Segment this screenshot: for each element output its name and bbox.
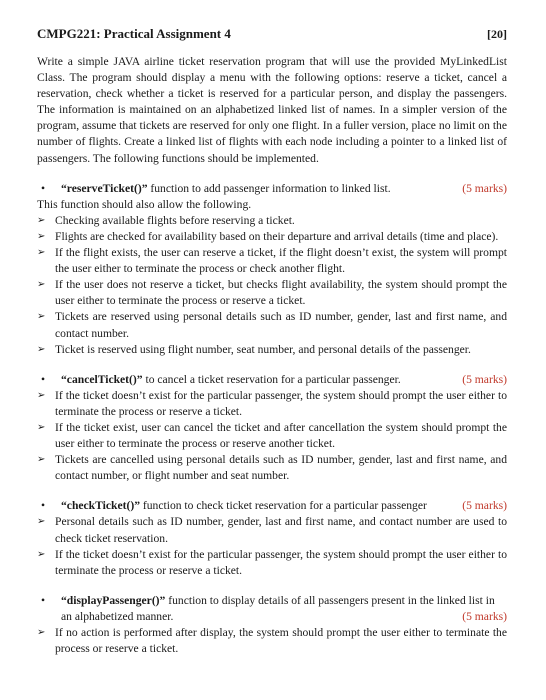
header [37, 26, 507, 42]
section-cancel-ticket [37, 372, 507, 485]
function-heading [37, 372, 507, 388]
marks-label: (5 marks) [462, 181, 507, 195]
function-heading [37, 181, 507, 197]
arrow-bullet-icon: ➢ [37, 279, 46, 291]
requirement-list [37, 388, 507, 485]
list-item: ➢ If the ticket exist, user can cancel the ticket and after cancellation the system should prompt the user either to terminate the process or reserve another ticket. [37, 420, 507, 452]
function-heading [37, 593, 507, 625]
marks-label: (5 marks) [462, 499, 507, 513]
function-name: “checkTicket()” [61, 499, 140, 513]
function-name: “displayPassenger()” [61, 593, 166, 607]
bullet-icon: • [41, 181, 46, 195]
arrow-bullet-icon: ➢ [37, 548, 46, 560]
list-item: ➢ Flights are checked for availability based on their departure and arrival details (time and place). [37, 229, 507, 245]
list-item: ➢ If the flight exists, the user can reserve a ticket, if the flight doesn’t exist, the system will prompt the user either to terminate the process or check another flight. [37, 245, 507, 277]
requirement-list [37, 514, 507, 578]
requirement-list [37, 625, 507, 657]
arrow-bullet-icon: ➢ [37, 454, 46, 466]
section-display-passenger [37, 593, 507, 657]
list-item: ➢ Tickets are cancelled using personal details such as ID number, gender, last and first name, and contact number, or flight number and seat number. [37, 452, 507, 484]
arrow-bullet-icon: ➢ [37, 214, 46, 226]
bullet-icon: • [41, 372, 46, 386]
function-description: to cancel a ticket reservation for a particular passenger. [142, 372, 401, 386]
list-item: ➢ Tickets are reserved using personal details such as ID number, gender, last and first name, and contact number. [37, 309, 507, 341]
arrow-bullet-icon: ➢ [37, 421, 46, 433]
intro-paragraph: Write a simple JAVA airline ticket reservation program that will use the provided MyLinkedList Class. The program should display a menu with the following options: reserve a ticket, cancel a reservation, check whether a ticket is reserved for a particular person, and display the passengers. The information is maintained on an alphabetized linked list of names. In a simpler version of the program, assume that tickets are reserved for only one flight. In a fuller version, place no limit on the number of flights. Create a linked list of flights with each node including a pointer to a linked list of passengers. The following functions should be implemented. [37, 55, 507, 165]
list-item: ➢ If the user does not reserve a ticket, but checks flight availability, the system should prompt the user either to terminate the process or reserve a ticket. [37, 277, 507, 309]
arrow-bullet-icon: ➢ [37, 247, 46, 259]
arrow-bullet-icon: ➢ [37, 230, 46, 242]
function-description: function to add passenger information to linked list. [147, 181, 391, 195]
section-note: This function should also allow the following. [37, 197, 252, 211]
list-item: ➢ If the ticket doesn’t exist for the particular passenger, the system should prompt the user either to terminate the process or reserve a ticket. [37, 388, 507, 420]
marks-label: (5 marks) [462, 372, 507, 386]
list-item: ➢ Ticket is reserved using flight number, seat number, and personal details of the passenger. [37, 342, 507, 358]
list-item: ➢ If the ticket doesn’t exist for the particular passenger, the system should prompt the user either to terminate the process or reserve a ticket. [37, 547, 507, 579]
function-description: function to check ticket reservation for a particular passenger [140, 499, 427, 513]
list-item: ➢ Personal details such as ID number, gender, last and first name, and contact number are used to check ticket reservation. [37, 514, 507, 546]
marks-label: (5 marks) [462, 609, 507, 623]
function-description: function to display details of all passengers present in the linked list in an alphabetized manner. [61, 593, 495, 623]
function-heading [37, 498, 507, 514]
list-item: ➢ If no action is performed after display, the system should prompt the user either to terminate the process or reserve a ticket. [37, 625, 507, 657]
function-name: “reserveTicket()” [61, 181, 148, 195]
page-title: CMPG221: Practical Assignment 4 [37, 26, 231, 41]
section-check-ticket [37, 498, 507, 578]
total-marks: [20] [487, 27, 507, 41]
arrow-bullet-icon: ➢ [37, 627, 46, 638]
list-item: ➢ Checking available flights before reserving a ticket. [37, 213, 507, 229]
function-name: “cancelTicket()” [61, 372, 143, 386]
arrow-bullet-icon: ➢ [37, 343, 46, 355]
assignment-page [37, 26, 507, 671]
requirement-list [37, 213, 507, 358]
arrow-bullet-icon: ➢ [37, 516, 46, 528]
arrow-bullet-icon: ➢ [37, 389, 46, 401]
bullet-icon: • [41, 593, 46, 607]
section-reserve-ticket [37, 181, 507, 358]
arrow-bullet-icon: ➢ [37, 311, 46, 323]
bullet-icon: • [41, 499, 46, 513]
